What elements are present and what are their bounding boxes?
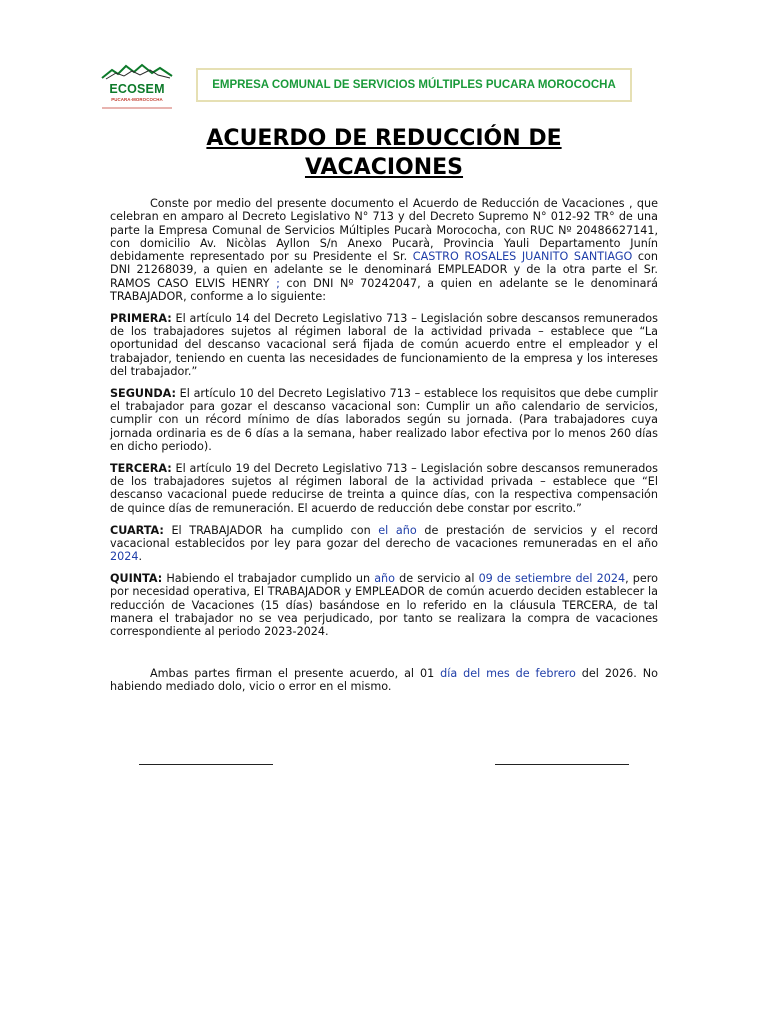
clause-text: de prestación de servicios y el record vacacional establecidos por ley para gozar del derecho de vacaciones remuneradas en el año bbox=[110, 523, 658, 550]
ecosem-logo bbox=[100, 62, 174, 112]
closing-text-2: del 2026. No habiendo mediado dolo, vicio o error en el mismo. bbox=[110, 666, 658, 694]
logo-subtext: PUCARA-MOROCOCHA bbox=[111, 97, 163, 102]
clause-text: El TRABAJADOR ha cumplido con bbox=[163, 523, 379, 537]
employer-signature-line bbox=[139, 764, 273, 765]
clause-text: El artículo 10 del Decreto Legislativo 713 – establece los requisitos que debe cumplir el trabajador para gozar el descanso vacacional son: Cumplir un año calendario de servicios, cumplir con un récord mínimo de días laborados según su jornada. (Para trabajadores cuya jornada ordinaria es de 6 días a la semana, haber realizado labor efectiva por lo menos 260 días en dicho periodo). bbox=[110, 386, 658, 454]
intro-text-3: con DNI Nº 70242047, a quien en adelante se le denominará TRABAJADOR, conforme a lo siguiente: bbox=[110, 276, 658, 304]
clause-text: Habiendo el trabajador cumplido un bbox=[162, 571, 375, 585]
intro-text-2: con DNI 21268039, a quien en adelante se le denominará EMPLEADOR y de la otra parte el Sr. RAMOS CASO ELVIS HENRY bbox=[110, 250, 658, 290]
document-body bbox=[110, 197, 658, 702]
intro-separator: ; bbox=[276, 276, 280, 290]
clause-cuarta bbox=[110, 524, 658, 564]
clause-label: PRIMERA: bbox=[110, 311, 172, 325]
company-name-box: EMPRESA COMUNAL DE SERVICIOS MÚLTIPLES PUCARA MOROCOCHA bbox=[196, 68, 632, 102]
president-name: CASTRO ROSALES JUANITO SANTIAGO bbox=[412, 250, 633, 264]
closing-paragraph bbox=[110, 667, 658, 694]
spacer bbox=[110, 647, 658, 667]
clause-primera bbox=[110, 312, 658, 378]
clause-highlight: año bbox=[374, 571, 395, 585]
clause-label: QUINTA: bbox=[110, 571, 163, 585]
clause-text: . bbox=[138, 550, 143, 564]
clause-text: , pero por necesidad operativa, El TRABAJADOR y EMPLEADOR de común acuerdo deciden establecer la reducción de Vacaciones (15 días) basándose en lo referido en la cláusula TERCERA, de tal manera el trabajador no se vea perjudicado, por tanto se realizara la compra de vacaciones correspondiente al periodo 2023-2024. bbox=[110, 571, 658, 639]
clause-quinta bbox=[110, 572, 658, 638]
intro-text-1: Conste por medio del presente documento el Acuerdo de Reducción de Vacaciones , que celebran en amparo al Decreto Legislativo N° 713 y del Decreto Supremo N° 012-92 TR° de una parte la Empresa Comunal de Servicios Múltiples Pucarà Morococha, con RUC Nº 20486627141, con domicilio Av. Nicòlas Ayllon S/n Anexo Pucarà, Provincia Yauli Departamento Junín debidamente representado por su Presidente el Sr. bbox=[110, 197, 658, 264]
intro-paragraph bbox=[110, 197, 658, 303]
worker-signature-line bbox=[495, 764, 629, 765]
clause-label: CUARTA: bbox=[110, 523, 164, 537]
document-title: ACUERDO DE REDUCCIÓN DE VACACIONES bbox=[206, 126, 562, 180]
clause-label: TERCERA: bbox=[110, 461, 172, 475]
closing-date-highlight: día del mes de febrero bbox=[440, 666, 576, 680]
clause-label: SEGUNDA: bbox=[110, 386, 176, 400]
logo-text: ECOSEM bbox=[109, 82, 165, 96]
clause-highlight: 09 de setiembre del 2024 bbox=[478, 571, 626, 585]
clause-tercera bbox=[110, 462, 658, 515]
clause-text: El artículo 19 del Decreto Legislativo 713 – Legislación sobre descansos remunerados de los trabajadores sujetos al régimen laboral de la actividad privada – establece que “El descanso vacacional puede reducirse de treinta a quince días, con la respectiva compensación de quince días de remuneración. El acuerdo de reducción debe constar por escrito.” bbox=[110, 461, 658, 515]
clause-text: El artículo 14 del Decreto Legislativo 713 – Legislación sobre descansos remunerados de los trabajadores sujetos al régimen laboral de la actividad privada – establece que “La oportunidad del descanso vacacional será fijada de común acuerdo entre el empleador y el trabajador, teniendo en cuenta las necesidades de funcionamiento de la empresa y los intereses del trabajador.” bbox=[110, 311, 658, 379]
clause-text: de servicio al bbox=[395, 571, 479, 585]
clause-highlight: 2024 bbox=[110, 550, 139, 564]
clause-segunda bbox=[110, 387, 658, 453]
closing-text-1: Ambas partes firman el presente acuerdo, al 01 bbox=[150, 666, 441, 680]
clause-highlight: el año bbox=[378, 523, 417, 537]
